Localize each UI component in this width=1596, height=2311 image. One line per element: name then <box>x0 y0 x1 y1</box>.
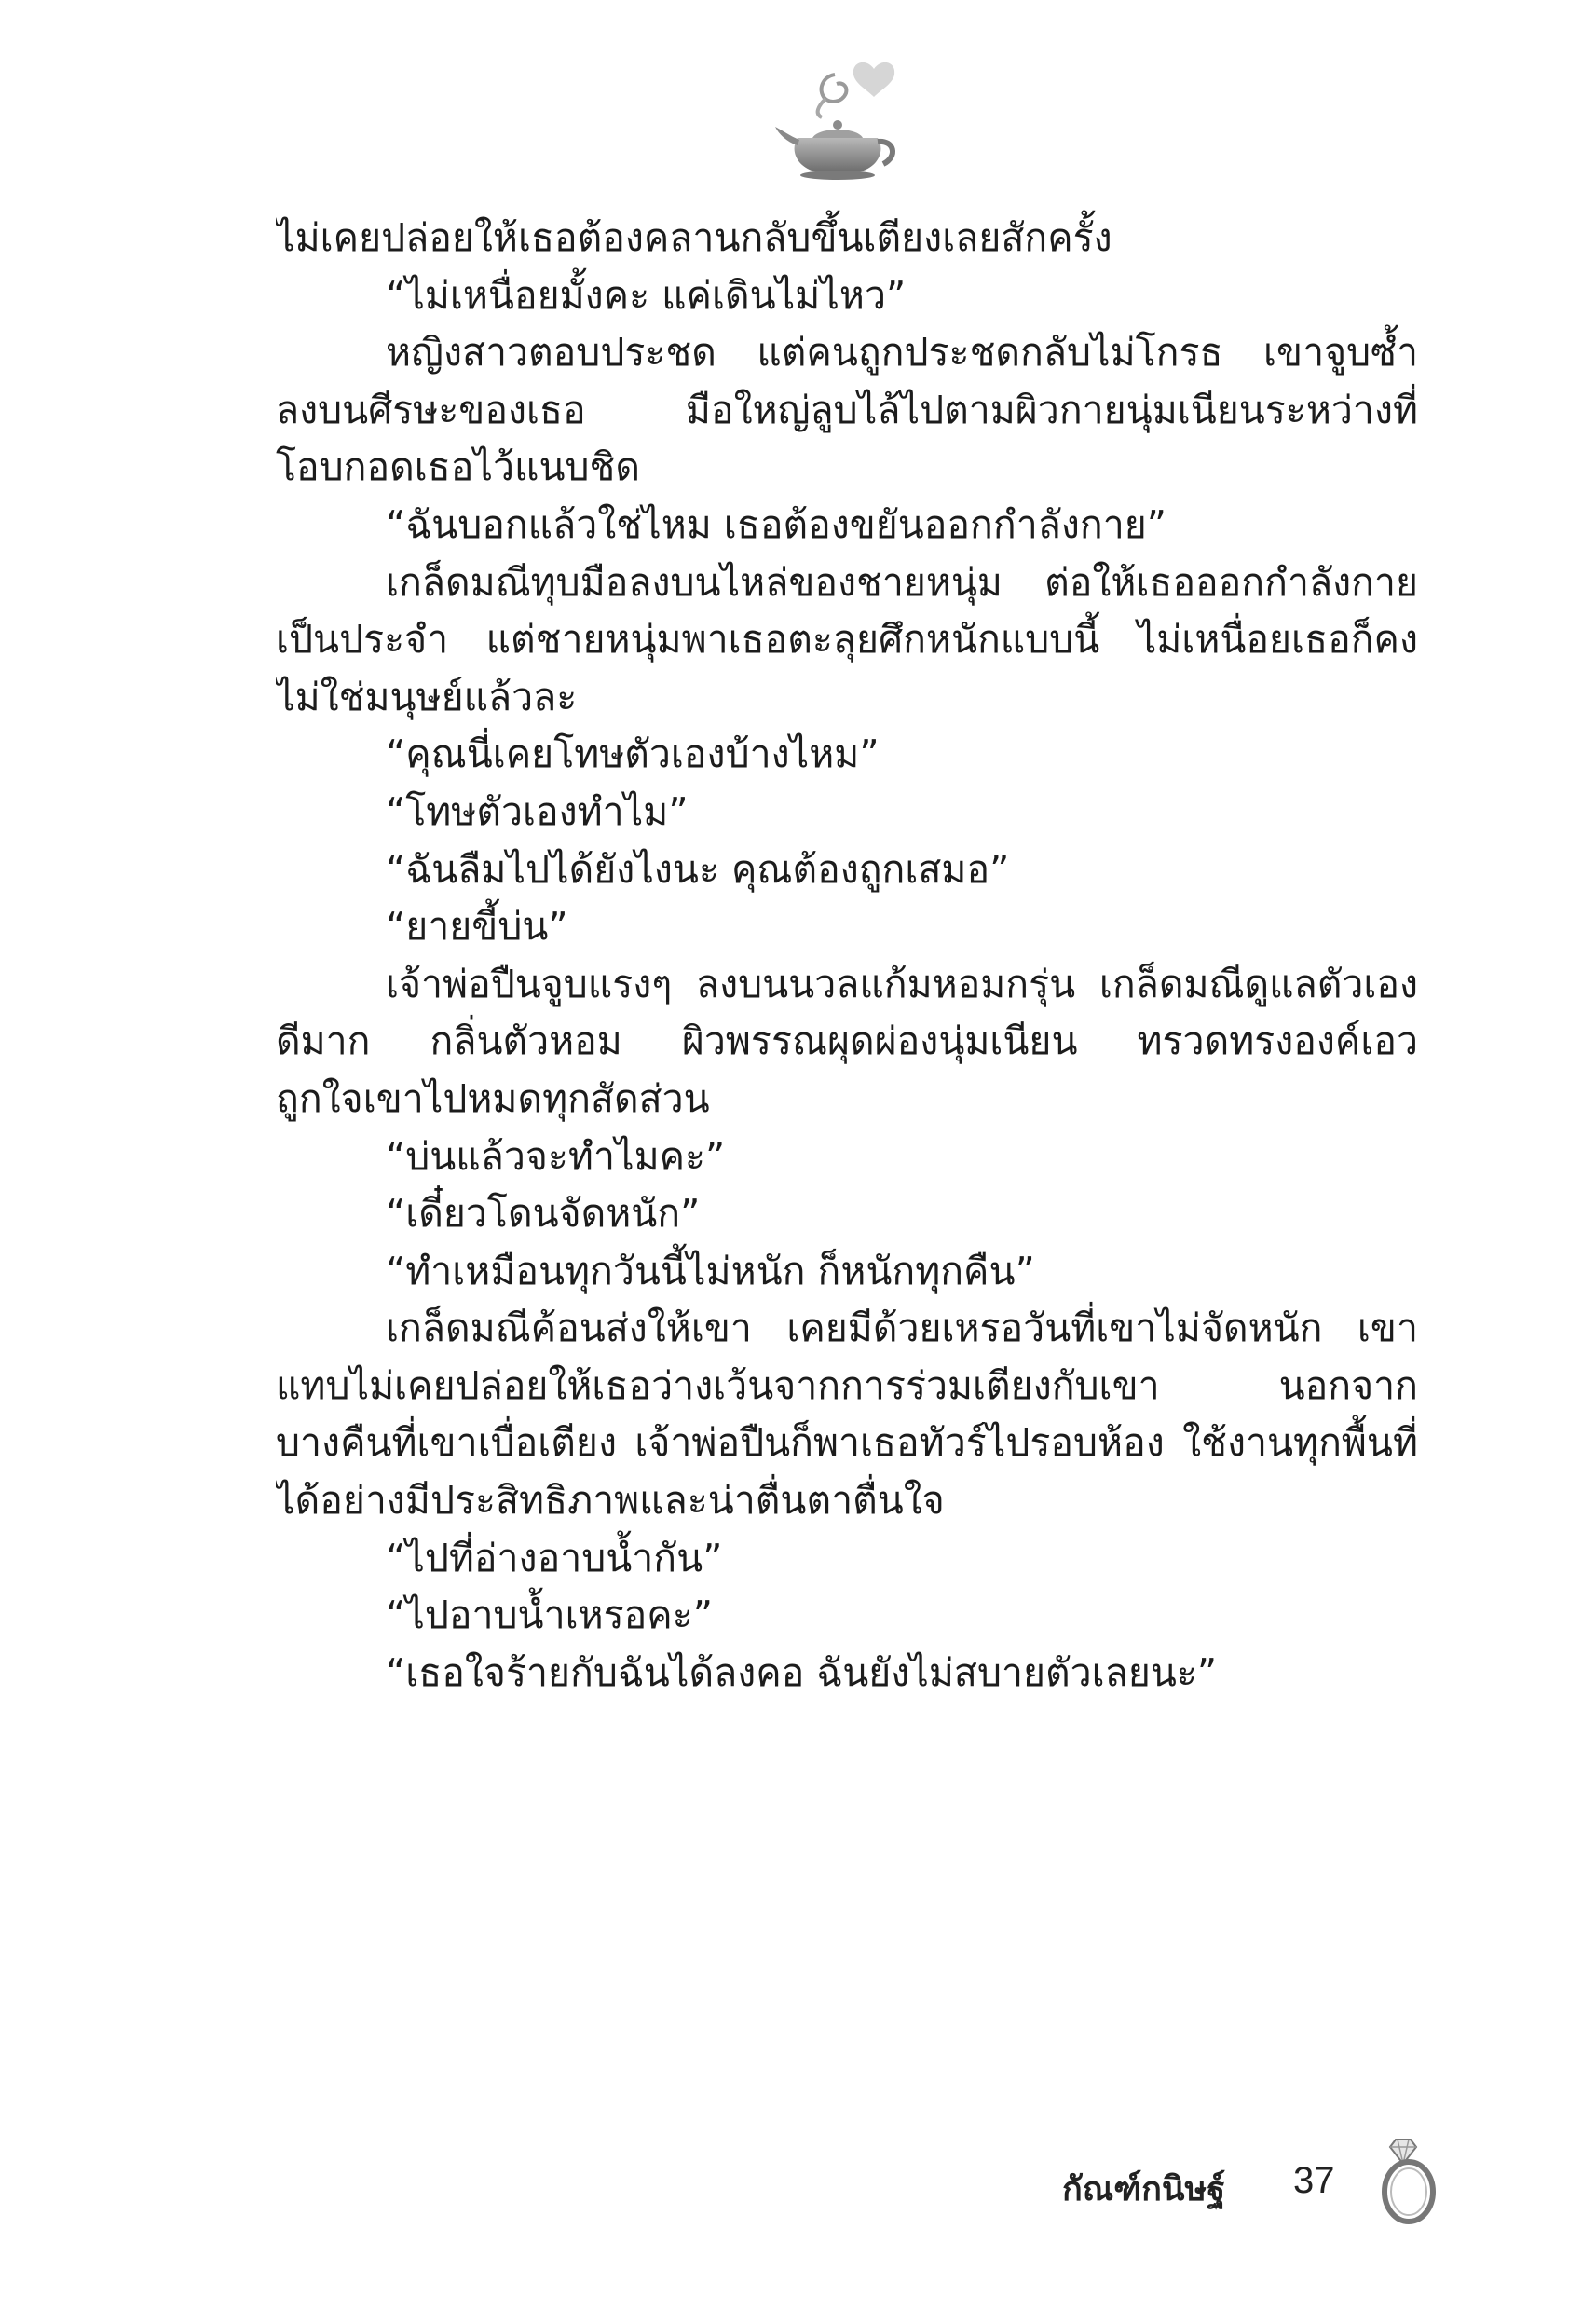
body-text <box>276 210 1418 1702</box>
dialogue-line: “เดี๋ยวโดนจัดหนัก” <box>386 1191 701 1237</box>
dialogue-line: “คุณนี่เคยโทษตัวเองบ้างไหม” <box>386 732 880 777</box>
paragraph-line: ลงบนศีรษะของเธอ มือใหญ่ลูบไล้ไปตามผิวกายนุ่มเนียนระหว่างที่ <box>276 387 1418 432</box>
paragraph-line: เกล็ดมณีค้อนส่งให้เขา เคยมีด้วยเหรอวันที่เขาไม่จัดหนัก เขา <box>386 1306 1418 1351</box>
paragraph-line: ไม่ใช่มนุษย์แล้วละ <box>276 674 578 719</box>
paragraph-line: แทบไม่เคยปล่อยให้เธอว่างเว้นจากการร่วมเตียงกับเขา นอกจาก <box>276 1362 1418 1408</box>
paragraph-line: โอบกอดเธอไว้แนบชิด <box>276 444 640 490</box>
dialogue-line: “ทำเหมือนทุกวันนี้ไม่หนัก ก็หนักทุกคืน” <box>386 1248 1035 1293</box>
diamond-ring-icon <box>1370 2134 1444 2227</box>
paragraph-line: ได้อย่างมีประสิทธิภาพและน่าตื่นตาตื่นใจ <box>276 1478 945 1524</box>
paragraph-line: บางคืนที่เขาเบื่อเตียง เจ้าพ่อปืนก็พาเธอทัวร์ไปรอบห้อง ใช้งานทุกพื้นที่ <box>276 1420 1418 1466</box>
paragraph-line: เป็นประจำ แต่ชายหนุ่มพาเธอตะลุยศึกหนักแบบนี้ ไม่เหนื่อยเธอก็คง <box>276 617 1418 663</box>
book-title: กัณฑ์กนิษฐ์ <box>1062 2170 1226 2208</box>
paragraph-line: ดีมาก กลิ่นตัวหอม ผิวพรรณผุดผ่องนุ่มเนียน ทรวดทรงองค์เอว <box>276 1019 1418 1064</box>
dialogue-line: “ไปอาบน้ำเหรอคะ” <box>386 1593 713 1638</box>
dialogue-line: “บ่นแล้วจะทำไมคะ” <box>386 1133 726 1179</box>
paragraph-line: ไม่เคยปล่อยให้เธอต้องคลานกลับขึ้นเตียงเลยสักครั้ง <box>276 215 1112 260</box>
dialogue-line: “เธอใจร้ายกับฉันได้ลงคอ ฉันยังไม่สบายตัวเลยนะ” <box>386 1649 1218 1695</box>
paragraph-line: เจ้าพ่อปืนจูบแรงๆ ลงบนนวลแก้มหอมกรุ่น เกล็ดมณีดูแลตัวเอง <box>386 961 1418 1006</box>
dialogue-line: “ไปที่อ่างอาบน้ำกัน” <box>386 1535 723 1580</box>
paragraph-line: หญิงสาวตอบประชด แต่คนถูกประชดกลับไม่โกรธ เขาจูบซ้ำ <box>386 330 1418 376</box>
dialogue-line: “ฉันบอกแล้วใช่ไหม เธอต้องขยันออกกำลังกาย” <box>386 501 1166 547</box>
teapot-with-heart-icon <box>770 56 909 186</box>
dialogue-line: “โทษตัวเองทำไม” <box>386 788 689 834</box>
page-footer <box>1062 2134 1453 2236</box>
dialogue-line: “ยายขี้บ่น” <box>386 904 568 950</box>
paragraph-line: ถูกใจเขาไปหมดทุกสัดส่วน <box>276 1075 710 1121</box>
dialogue-line: “ไม่เหนื่อยมั้งคะ แค่เดินไม่ไหว” <box>386 272 907 318</box>
dialogue-line: “ฉันลืมไปได้ยังไงนะ คุณต้องถูกเสมอ” <box>386 846 1010 892</box>
page-number: 37 <box>1293 2160 1335 2201</box>
paragraph-line: เกล็ดมณีทุบมือลงบนไหล่ของชายหนุ่ม ต่อให้เธอออกกำลังกาย <box>386 559 1418 605</box>
